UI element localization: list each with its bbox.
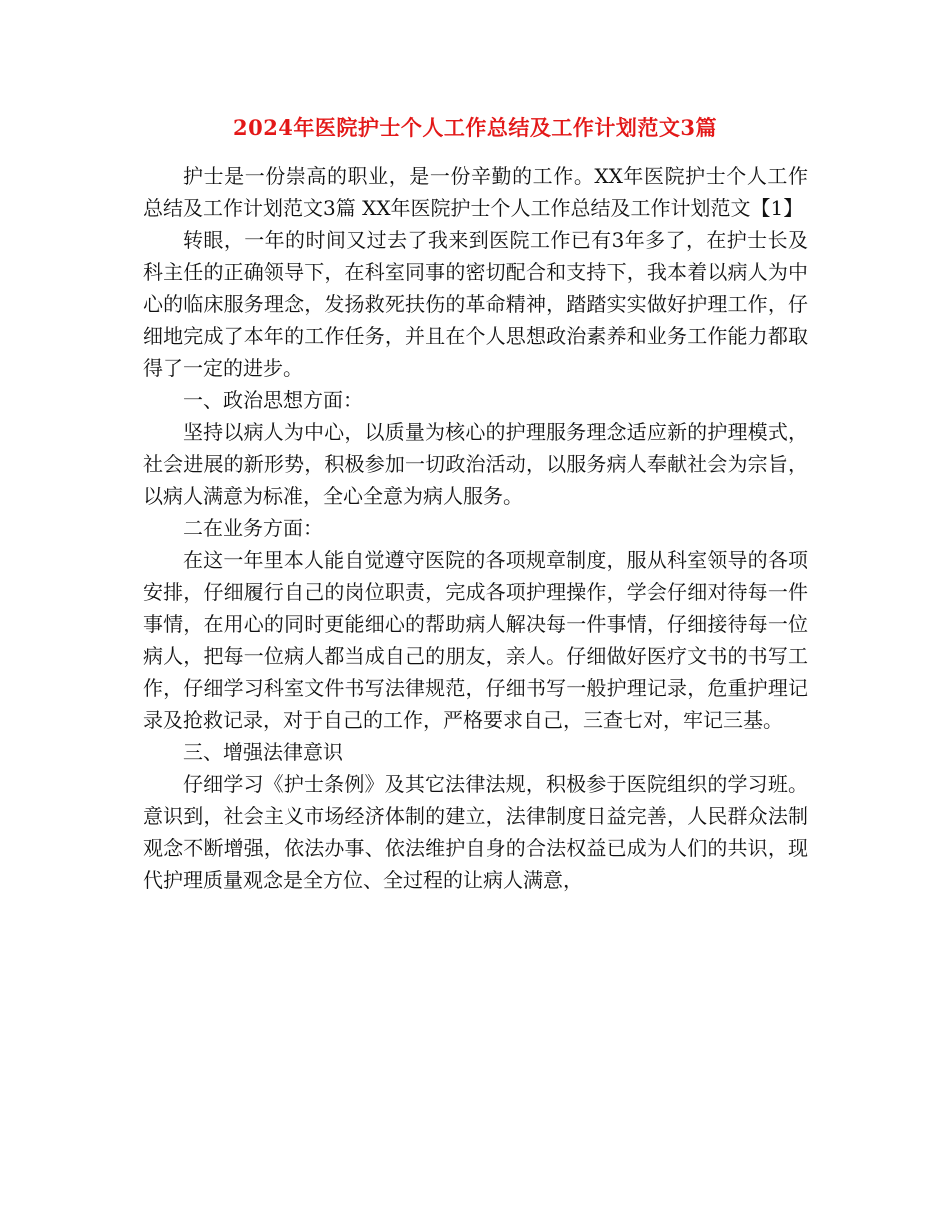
paragraph-review: 转眼，一年的时间又过去了我来到医院工作已有3年多了，在护士长及科主任的正确领导下，在科室同事的密切配合和支持下，我本着以病人为中心的临床服务理念，发扬救死扶伤的革命精神，踏踏实实做好护理工作，仔细地完成了本年的工作任务，并且在个人思想政治素养和业务工作能力都取得了一定的进步。 bbox=[143, 228, 808, 380]
paragraph-intro: 护士是一份崇高的职业，是一份辛勤的工作。XX年医院护士个人工作总结及工作计划范文3篇 XX年医院护士个人工作总结及工作计划范文【1】 bbox=[143, 164, 808, 220]
section-heading-political: 一、政治思想方面： bbox=[183, 388, 363, 412]
document-title: 2024年医院护士个人工作总结及工作计划范文3篇 bbox=[232, 115, 718, 140]
document-body bbox=[143, 160, 808, 896]
paragraph-political: 坚持以病人为中心，以质量为核心的护理服务理念适应新的护理模式，社会进展的新形势，积极参加一切政治活动，以服务病人奉献社会为宗旨，以病人满意为标准，全心全意为病人服务。 bbox=[143, 420, 808, 508]
section-heading-business: 二在业务方面： bbox=[183, 516, 323, 540]
paragraph-business: 在这一年里本人能自觉遵守医院的各项规章制度，服从科室领导的各项安排，仔细履行自己的岗位职责，完成各项护理操作，学会仔细对待每一件事情，在用心的同时更能细心的帮助病人解决每一件事情，仔细接待每一位病人，把每一位病人都当成自己的朋友，亲人。仔细做好医疗文书的书写工作，仔细学习科室文件书写法律规范，仔细书写一般护理记录，危重护理记录及抢救记录，对于自己的工作，严格要求自己，三查七对，牢记三基。 bbox=[143, 548, 808, 732]
paragraph-law: 仔细学习《护士条例》及其它法律法规，积极参于医院组织的学习班。意识到，社会主义市场经济体制的建立，法律制度日益完善，人民群众法制观念不断增强，依法办事、依法维护自身的合法权益已成为人们的共识，现代护理质量观念是全方位、全过程的让病人满意， bbox=[143, 772, 808, 892]
section-heading-law: 三、增强法律意识 bbox=[183, 740, 343, 764]
